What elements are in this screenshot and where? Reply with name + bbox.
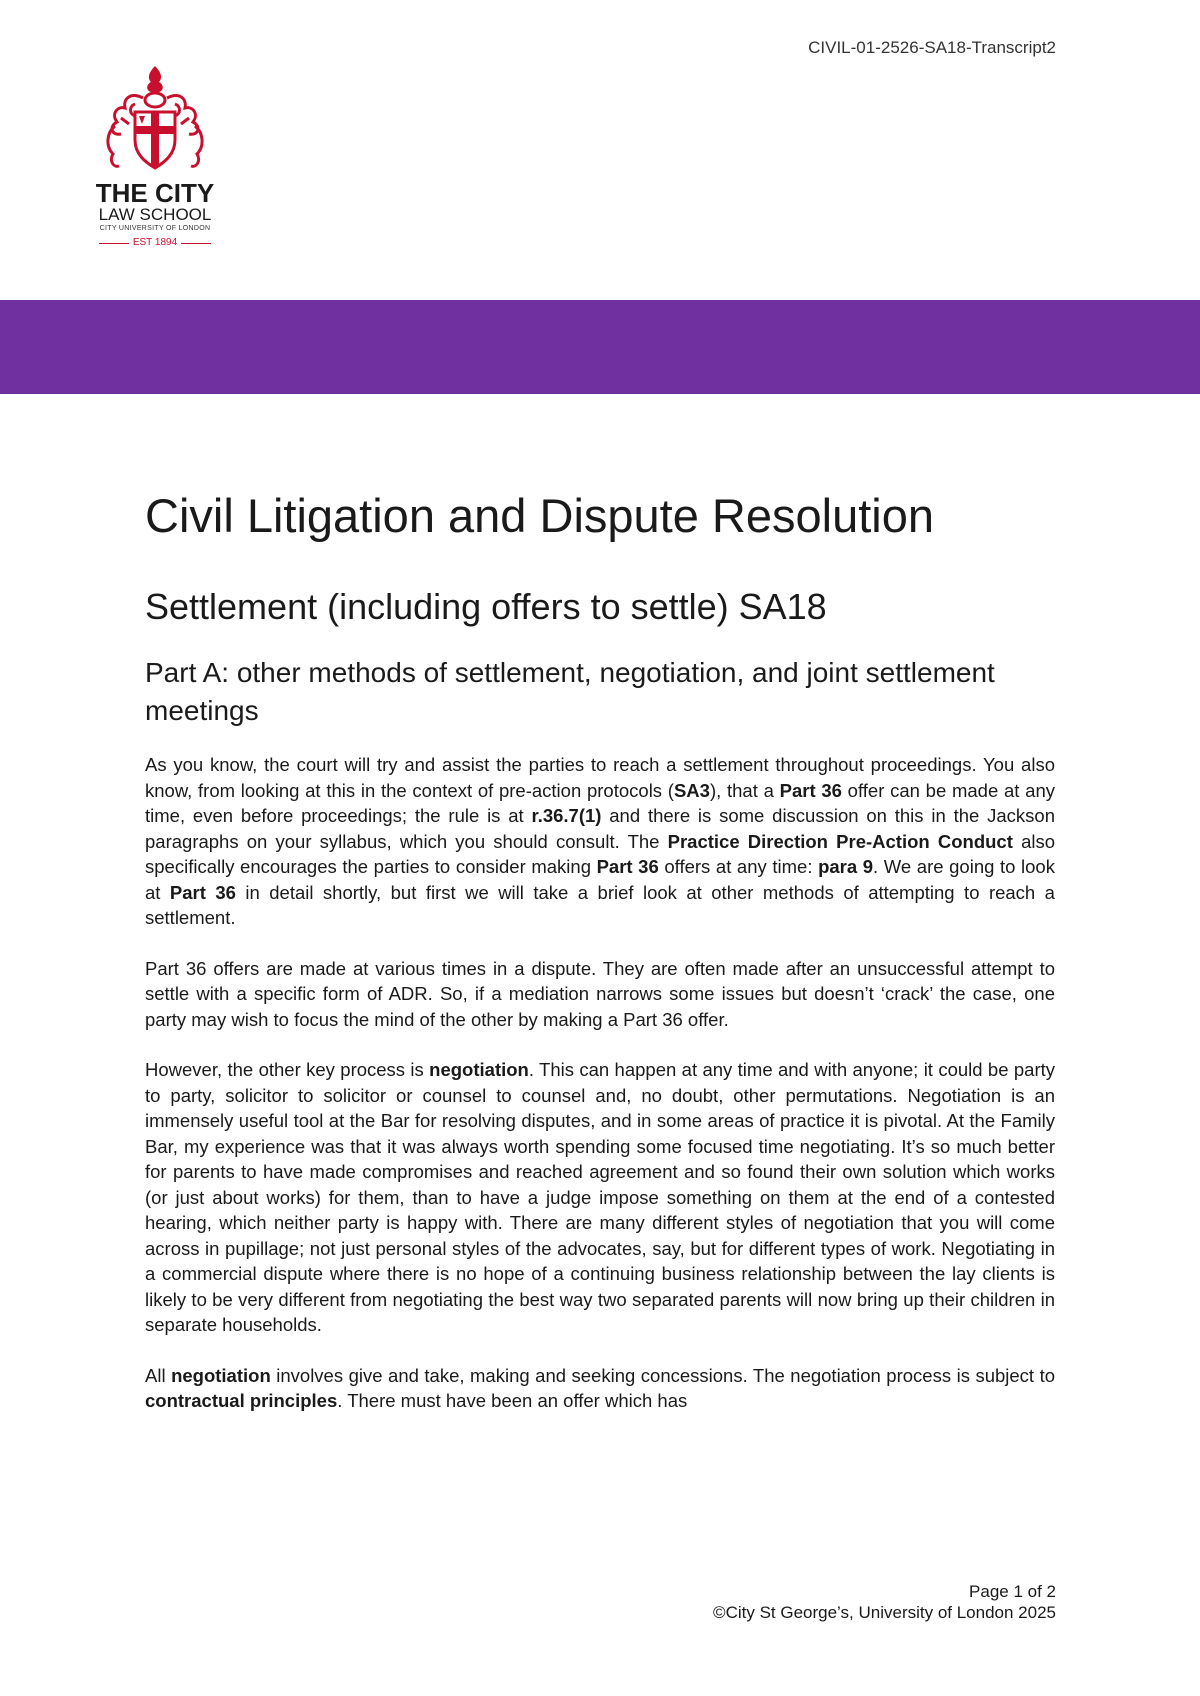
para1-bold-part36-a: Part 36	[779, 779, 842, 801]
page-footer	[713, 1581, 1056, 1623]
part-heading: Part A: other methods of settlement, negotiation, and joint settlement meetings	[145, 657, 995, 726]
para4-bold-contractual: contractual principles	[145, 1390, 338, 1411]
para1-bold-sa3: SA3	[673, 779, 710, 801]
copyright-notice: ©City St George’s, University of London 2025	[713, 1603, 1056, 1622]
para1-text-7: . We are going to look at	[145, 856, 1055, 903]
logo-line-law-school: LAW SCHOOL	[98, 205, 212, 224]
document-body	[145, 488, 1055, 1414]
document-subtitle: Settlement (including offers to settle) SA18	[145, 586, 827, 627]
para1-text-1: As you know, the court will try and assist the parties to reach a settlement throughout proceedings. You also know, from looking at this in the context of pre-action protocols (	[145, 754, 1055, 801]
paragraph-4	[145, 1363, 1055, 1414]
para3-bold-negotiation: negotiation	[429, 1059, 529, 1080]
para4-bold-negotiation: negotiation	[171, 1364, 271, 1386]
logo-rule-left	[99, 243, 129, 244]
para3-text-2: . This can happen at any time and with anyone; it could be party to party, solicitor to solicitor or counsel to counsel and, no doubt, other permutations. Negotiation is an immensely useful tool at the Bar for resolving disputes, and in some areas of practice it is pivotal. At the Family Bar, my experience was that it was always worth spending some focused time negotiating. It’s so much better for parents to have made compromises and reached agreement and so found their own solution which works (or just about works) for them, than to have a judge impose something on them at the end of a contested hearing, which neither party is happy with. There are many different styles of negotiation that you will come across in pupillage; not just personal styles of the advocates, say, but for different types of work. Negotiating in a commercial dispute where there is no hope of a continuing business relationship between the lay clients is likely to be very different from negotiating the best way two separated parents will now bring up their children in separate households.	[145, 1059, 1055, 1335]
logo-est-text: EST 1894	[132, 237, 178, 248]
paragraph-1	[145, 752, 1055, 931]
para1-bold-para9: para 9	[818, 856, 874, 877]
para1-bold-practice-direction: Practice Direction Pre-Action Conduct	[667, 830, 1013, 852]
logo-established	[84, 236, 226, 250]
para1-text-3: offer can be made at any time, even before proceedings; the rule is at	[145, 779, 1055, 826]
para3-text-1: However, the other key process is	[145, 1059, 430, 1080]
para1-text-5: also specifically encourages the parties to consider making	[145, 830, 1056, 877]
purple-header-band	[0, 300, 1200, 394]
para4-text-1: All	[145, 1364, 172, 1386]
para1-bold-part36-b: Part 36	[596, 856, 659, 877]
page-number: Page 1 of 2	[969, 1582, 1056, 1601]
logo-rule-right	[181, 243, 211, 244]
document-reference: CIVIL-01-2526-SA18-Transcript2	[808, 38, 1056, 57]
paragraph-2: Part 36 offers are made at various times in a dispute. They are often made after an unsuccessful attempt to settle with a specific form of ADR. So, if a mediation narrows some issues but doesn’t ‘crack’ the case, one party may wish to focus the mind of the other by making a Part 36 offer.	[145, 957, 1055, 1030]
document-title: Civil Litigation and Dispute Resolution	[145, 489, 934, 542]
para1-text-2: ), that a	[709, 779, 780, 801]
logo-line-the-city: THE CITY	[95, 178, 215, 208]
para1-bold-rule: r.36.7(1)	[531, 805, 602, 826]
city-law-school-logo	[84, 62, 226, 250]
para4-text-2: involves give and take, making and seeking concessions. The negotiation process is subject to	[270, 1364, 1055, 1386]
crest-icon	[95, 62, 215, 174]
paragraph-3	[145, 1057, 1055, 1338]
para1-text-6: offers at any time:	[658, 856, 819, 877]
para1-bold-part36-c: Part 36	[169, 881, 236, 903]
para4-text-3: . There must have been an offer which has	[337, 1390, 688, 1411]
para1-text-8: in detail shortly, but first we will take a brief look at other methods of attempting to reach a settlement.	[145, 881, 1055, 928]
logo-line-university: CITY UNIVERSITY OF LONDON	[99, 225, 211, 232]
para1-text-4: and there is some discussion on this in the Jackson paragraphs on your syllabus, which you should consult. The	[145, 805, 1055, 852]
